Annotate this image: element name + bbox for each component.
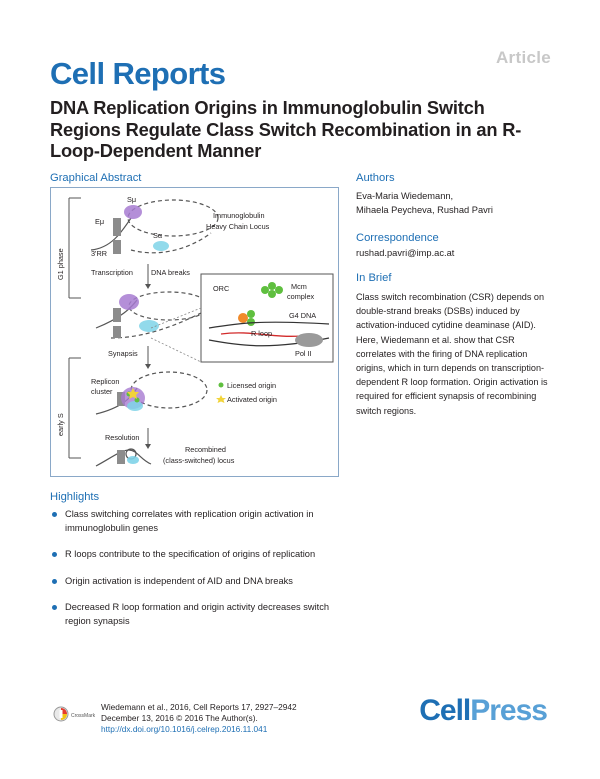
journal-name[interactable]: Cell Reports: [50, 56, 226, 91]
highlight-item: R loops contribute to the specification of origins of replication: [52, 548, 352, 562]
bullet-icon: [52, 512, 57, 517]
transcription-label: Transcription: [91, 268, 133, 277]
smu-label: Sμ: [127, 195, 137, 204]
early-s-label: early S: [56, 413, 65, 436]
citation-line-2: December 13, 2016 © 2016 The Author(s).: [101, 713, 258, 723]
highlights-heading: Highlights: [50, 491, 100, 503]
smu-region-marker: [124, 205, 142, 219]
locus-label-line2: Heavy Chain Locus: [206, 222, 270, 231]
citation-line-1: Wiedemann et al., 2016, Cell Reports 17, 2927–2942: [101, 702, 297, 712]
licensed-origin-legend-icon: [219, 383, 224, 388]
in-brief-text: Class switch recombination (CSR) depends on double-strand breaks (DSBs) induced by activation-induced cytidine deaminase (AID). Here, Wiedemann et al. show that CSR correlates with the firing of DNA replication origins, which in turn depends on transcription-dependent R loop formation. Origin activation is required for efficient synapsis of recombining switch regions.: [356, 292, 548, 416]
3rr-element: [113, 240, 121, 254]
replicon-label-line1: Replicon: [91, 377, 120, 386]
pol-ii-label: Pol II: [295, 349, 312, 358]
orc-label: ORC: [213, 284, 230, 293]
g1-phase-label: G1 phase: [56, 248, 65, 280]
sa-label: Sα: [153, 231, 163, 240]
highlight-item: Class switching correlates with replication origin activation in immunoglobulin genes: [52, 508, 352, 535]
bullet-icon: [52, 579, 57, 584]
doi-link[interactable]: http://dx.doi.org/10.1016/j.celrep.2016.11.041: [101, 724, 268, 734]
authors-heading: Authors: [356, 172, 395, 184]
crossmark-label[interactable]: CrossMark: [71, 713, 96, 719]
bullet-icon: [52, 552, 57, 557]
locus-label-line1: Immunoglobulin: [213, 211, 265, 220]
authors-line-2[interactable]: Mihaela Peycheva, Rushad Pavri: [356, 205, 493, 216]
emu-element: [113, 218, 121, 236]
graphical-abstract-svg: [51, 188, 338, 476]
mcm-label-line1: Mcm: [291, 282, 307, 291]
activated-origin-legend-icon: [216, 395, 226, 403]
authors-line-1[interactable]: Eva-Maria Wiedemann,: [356, 191, 454, 201]
dna-breaks-label: DNA breaks: [151, 268, 190, 277]
replicon-label-line2: cluster: [91, 387, 113, 396]
bullet-icon: [52, 605, 57, 610]
heavy-chain-locus-loop: [128, 200, 218, 236]
pol-ii-icon: [295, 333, 323, 347]
resolution-label: Resolution: [105, 433, 140, 442]
emu-label: Eμ: [95, 217, 105, 226]
correspondence-email[interactable]: rushad.pavri@imp.ac.at: [356, 248, 455, 258]
highlights-list: [52, 508, 352, 641]
graphical-abstract-figure: [50, 187, 339, 477]
in-brief-heading: In Brief: [356, 272, 392, 284]
licensed-origin-label: Licensed origin: [227, 381, 277, 390]
g4-dna-label: G4 DNA: [289, 311, 317, 320]
mcm-label-line2: complex: [287, 292, 315, 301]
recombined-label-line1: Recombined: [185, 445, 226, 454]
highlight-item: Decreased R loop formation and origin activity decreases switch region synapsis: [52, 601, 352, 628]
highlight-item: Origin activation is independent of AID and DNA breaks: [52, 575, 352, 589]
authors-list: [356, 189, 493, 217]
correspondence-heading: Correspondence: [356, 232, 439, 244]
article-type-label: Article: [495, 48, 551, 67]
sa-region-marker: [153, 241, 169, 251]
paper-title: DNA Replication Origins in Immunoglobulin Switch Regions Regulate Class Switch Recombination in an R-Loop-Dependent Manner: [50, 97, 522, 161]
synapsis-label: Synapsis: [108, 349, 138, 358]
recombined-label-line2: (class-switched) locus: [163, 456, 235, 465]
3rr-label: 3'RR: [91, 249, 107, 258]
crossmark-icon[interactable]: [53, 706, 69, 722]
graphical-abstract-heading: Graphical Abstract: [50, 172, 142, 184]
activated-origin-label: Activated origin: [227, 395, 277, 404]
r-loop-label: R loop: [251, 329, 273, 338]
citation-block: [101, 702, 297, 735]
cellpress-logo[interactable]: CellPress: [419, 694, 547, 727]
